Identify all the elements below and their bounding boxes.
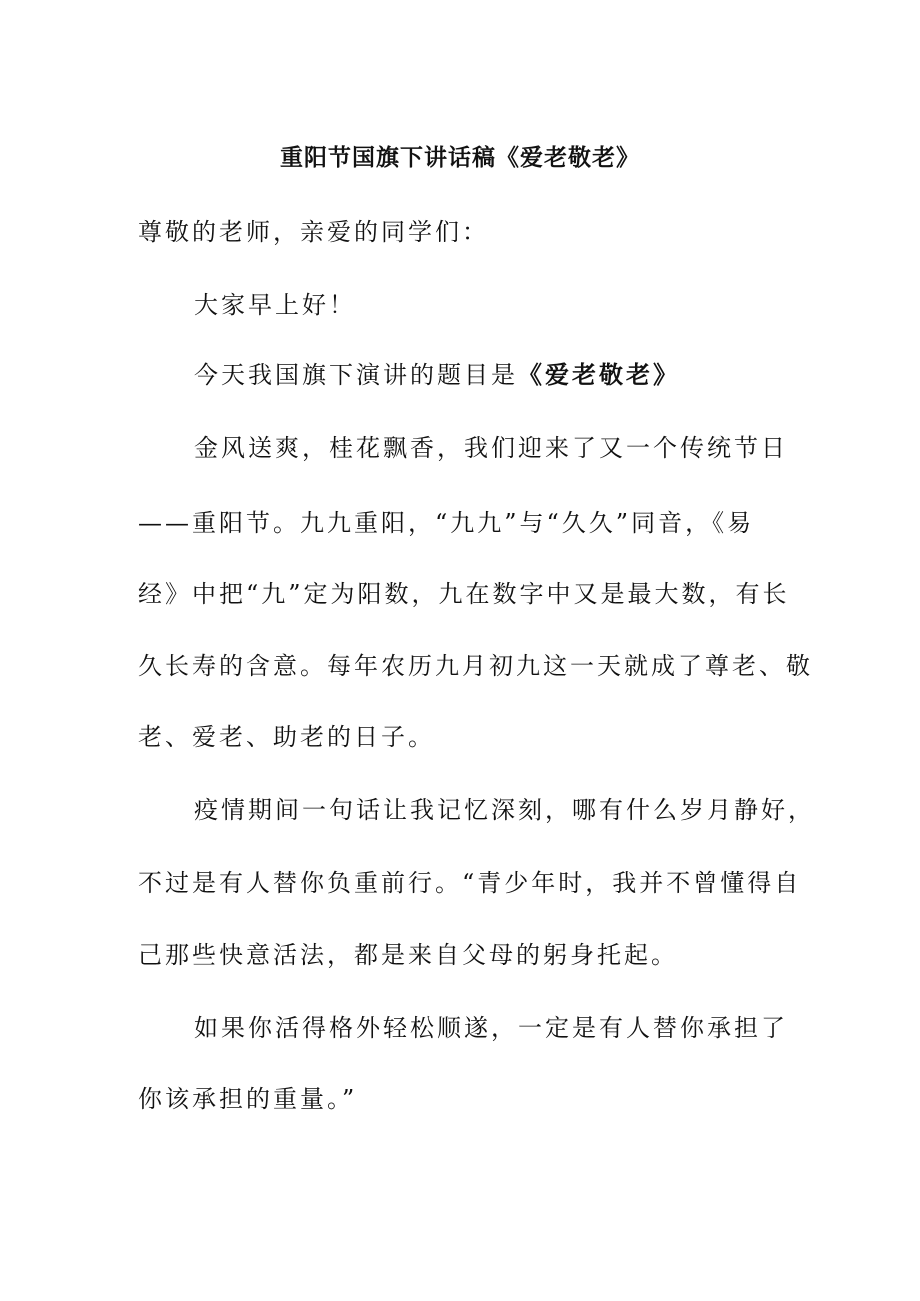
- salutation: 尊敬的老师，亲爱的同学们：: [138, 218, 489, 246]
- document-title: 重阳节国旗下讲话稿《爱老敬老》: [280, 144, 640, 171]
- paragraph3-line: 你该承担的重量。”: [138, 1085, 358, 1113]
- topic-line: [194, 355, 680, 395]
- greeting: 大家早上好！: [194, 291, 356, 319]
- paragraph1-line: 久长寿的含意。每年农历九月初九这一天就成了尊老、敬: [138, 652, 813, 680]
- paragraph1-line: 老、爱老、助老的日子。: [138, 723, 435, 751]
- paragraph2-line: 疫情期间一句话让我记忆深刻，哪有什么岁月静好，: [194, 796, 815, 824]
- paragraph3-line: 如果你活得格外轻松顺遂，一定是有人替你承担了: [194, 1014, 788, 1042]
- paragraph1-line: ——重阳节。九九重阳，“九九”与“久久”同音，《易: [138, 509, 755, 537]
- paragraph2-line: 己那些快意活法，都是来自父母的躬身托起。: [138, 941, 678, 969]
- paragraph1-line: 经》中把“九”定为阳数，九在数字中又是最大数，有长: [138, 580, 790, 608]
- topic-title: 《爱老敬老》: [518, 360, 680, 389]
- paragraph2-line: 不过是有人替你负重前行。“青少年时，我并不曾懂得自: [138, 869, 802, 897]
- topic-prefix: 今天我国旗下演讲的题目是: [194, 361, 518, 389]
- paragraph1-line: 金风送爽，桂花飘香，我们迎来了又一个传统节日: [194, 434, 788, 462]
